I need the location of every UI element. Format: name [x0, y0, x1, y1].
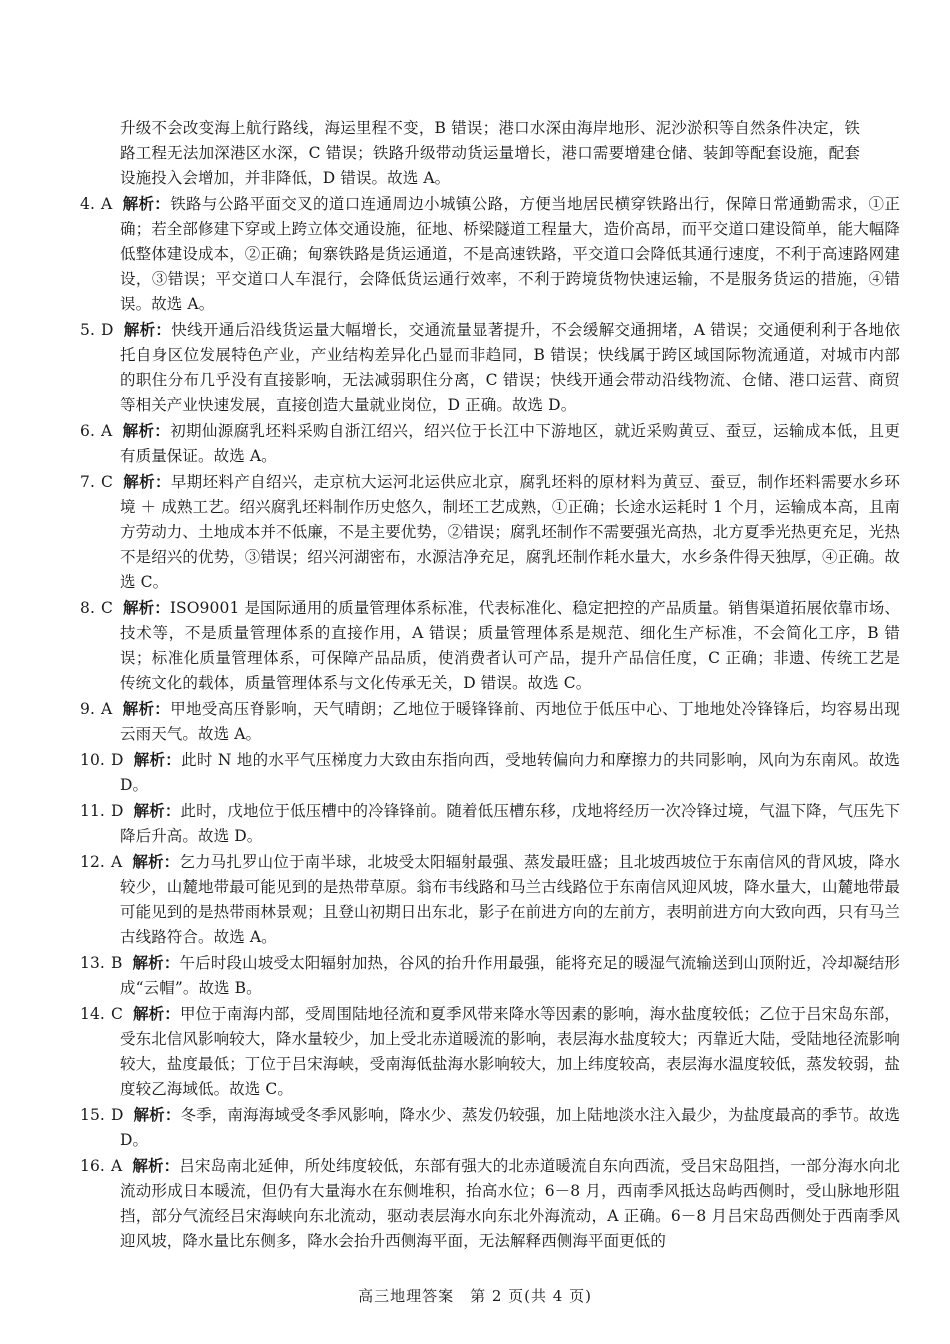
analysis-text: 乞力马扎罗山位于南半球，北坡受太阳辐射最强、蒸发最旺盛；且北坡西坡位于东南信风的背风坡，降水较少，山麓地带最可能见到的是热带草原。翁布韦线路和马兰古线路位于东南信风迎风坡，降水量大，山麓地带最可能见到的是热带雨林景观；且登山初期日出东北，影子在前进方向的左前方，表明前进方向大致向西，只有马兰古线路符合。故选 A。 — [120, 853, 901, 946]
analysis-text: 早期坯料产自绍兴，走京杭大运河北运供应北京，腐乳坯料的原材料为黄豆、蚕豆，制作坯料需要水乡环境 ＋ 成熟工艺。绍兴腐乳坯料制作历史悠久，制坯工艺成熟，①正确；长途水运耗时 1 个月，运输成本高，且南方劳动力、土地成本并不低廉，不是主要优势，②错误；腐乳坯制作不需要强光高热，北方夏季光热更充足，光热不是绍兴的优势，③错误；绍兴河湖密布，水源洁净充足，腐乳坯制作耗水量大，水乡条件得天独厚，④正确。故选 C。 — [120, 473, 901, 591]
answer-letter: D — [110, 802, 124, 820]
analysis-label: 解析： — [123, 320, 172, 339]
answer-item-13 — [80, 950, 900, 1001]
analysis-text: 午后时段山坡受太阳辐射加热，谷风的抬升作用最强，能将充足的暖湿气流输送到山顶附近，冷却凝结形成“云帽”。故选 B。 — [120, 954, 900, 997]
answer-item-5 — [80, 317, 900, 418]
analysis-label: 解析： — [122, 598, 170, 617]
analysis-label: 解析： — [122, 421, 171, 440]
answer-item-15 — [80, 1102, 900, 1153]
analysis-text: 此时 N 地的水平气压梯度力大致由东指向西，受地转偏向力和摩擦力的共同影响，风向为东南风。故选 D。 — [120, 751, 900, 794]
analysis-text: 快线开通后沿线货运量大幅增长，交通流量显著提升，不会缓解交通拥堵，A 错误；交通便利利于各地依托自身区位发展特色产业，产业结构差异化凸显而非趋同，B 错误；快线属于跨区域国际物流通道，对城市内部的职住分布几乎没有直接影响，无法减弱职住分离，C 错误；快线开通会带动沿线物流、仓储、港口运营、商贸等相关产业快速发展，直接创造大量就业岗位，D 正确。故选 D。 — [120, 321, 900, 414]
answer-letter: A — [101, 195, 113, 213]
item-number: 14. — [80, 1005, 105, 1023]
analysis-label: 解析： — [133, 801, 181, 820]
analysis-label: 解析： — [122, 194, 171, 213]
analysis-label: 解析： — [132, 852, 180, 871]
analysis-text: 此时，戊地位于低压槽中的冷锋锋前。随着低压槽东移，戊地将经历一次冷锋过境，气温下降，气压先下降后升高。故选 D。 — [120, 802, 900, 845]
item-number: 10. — [80, 751, 105, 769]
answer-letter: C — [110, 1005, 123, 1023]
item-number: 9. — [80, 700, 95, 718]
item-number: 7. — [80, 473, 95, 491]
answer-item-16 — [80, 1153, 900, 1254]
page-footer: 高三地理答案 第 2 页(共 4 页) — [358, 1287, 592, 1305]
answer-letter: D — [110, 751, 124, 769]
answer-letter: C — [101, 599, 113, 617]
answer-letter: B — [110, 954, 123, 972]
analysis-label: 解析： — [133, 750, 182, 769]
analysis-text: 甲地受高压脊影响，天气晴朗；乙地位于暖锋锋前、丙地位于低压中心、丁地地处冷锋锋后，均容易出现云雨天气。故选 A。 — [120, 700, 900, 743]
continuation-paragraph — [120, 116, 860, 191]
analysis-text: 吕宋岛南北延伸，所处纬度较低，东部有强大的北赤道暖流自东向西流，受吕宋岛阻挡，一部分海水向北流动形成日本暖流，但仍有大量海水在东侧堆积，抬高水位；6－8 月，西南季风抵达岛屿西侧时，受山脉地形阻挡，部分气流经吕宋海峡向东北流动，驱动表层海水向东北外海流动，A 正确。6－8 月吕宋岛西侧处于西南季风迎风坡，降水量比东侧多，降水会抬升西侧海平面，无法解释西侧海平面更低的 — [120, 1157, 900, 1250]
analysis-label: 解析： — [122, 699, 171, 718]
answer-item-11 — [80, 798, 900, 849]
item-number: 11. — [80, 802, 105, 820]
answer-letter: A — [101, 422, 113, 440]
answer-letter: D — [101, 321, 114, 339]
answer-item-14 — [80, 1001, 900, 1102]
answer-item-8 — [80, 595, 900, 696]
analysis-text: 冬季，南海海域受冬季风影响，降水少、蒸发仍较强，加上陆地淡水注入最少，为盐度最高的季节。故选 D。 — [120, 1106, 900, 1149]
answer-letter: D — [110, 1106, 124, 1124]
item-number: 8. — [80, 599, 95, 617]
analysis-text: 铁路与公路平面交叉的道口连通周边小城镇公路，方便当地居民横穿铁路出行，保障日常通勤需求，①正确；若全部修建下穿或上跨立体交通设施，征地、桥梁隧道工程量大，造价高昂，而平交道口建设简单，能大幅降低整体建设成本，②正确；甸寨铁路是货运通道，不是高速铁路，平交道口会降低其通行速度，不利于高速路网建设，③错误；平交道口人车混行，会降低货运通行效率，不利于跨境货物快速运输，不是服务货运的措施，④错误。故选 A。 — [120, 195, 901, 313]
item-number: 6. — [80, 422, 95, 440]
item-number: 15. — [80, 1106, 105, 1124]
answer-letter: A — [110, 853, 123, 871]
answer-letter: A — [101, 700, 113, 718]
item-number: 12. — [80, 853, 105, 871]
answer-item-6 — [80, 418, 900, 469]
answer-item-4 — [80, 191, 900, 317]
item-number: 13. — [80, 954, 105, 972]
analysis-text: 甲位于南海内部，受周围陆地径流和夏季风带来降水等因素的影响，海水盐度较低；乙位于吕宋岛东部，受东北信风影响较大，降水量较少，加上受北赤道暖流的影响，表层海水盐度较大；丙靠近大陆，受陆地径流影响较大，盐度最低；丁位于吕宋海峡，受南海低盐海水影响较大，加上纬度较高，表层海水温度较低，蒸发较弱，盐度较乙海域低。故选 C。 — [120, 1005, 901, 1098]
analysis-text: ISO9001 是国际通用的质量管理体系标准，代表标准化、稳定把控的产品质量。销售渠道拓展依靠市场、技术等，不是质量管理体系的直接作用，A 错误；质量管理体系是规范、细化生产标准，不会简化工序，B 错误；标准化质量管理体系，可保障产品品质，使消费者认可产品，提升产品信任度，C 正确；非遗、传统工艺是传统文化的载体，质量管理体系与文化传承无关，D 错误。故选 C。 — [120, 599, 900, 692]
answer-item-9 — [80, 696, 900, 747]
analysis-label: 解析： — [132, 1156, 180, 1175]
answer-item-7 — [80, 469, 900, 595]
analysis-label: 解析： — [132, 1004, 180, 1023]
analysis-label: 解析： — [122, 472, 171, 491]
answer-item-10 — [80, 747, 900, 798]
analysis-label: 解析： — [133, 1105, 181, 1124]
answer-letter: C — [101, 473, 113, 491]
item-number: 16. — [80, 1157, 105, 1175]
item-number: 4. — [80, 195, 95, 213]
analysis-label: 解析： — [132, 953, 180, 972]
answer-item-12 — [80, 849, 900, 950]
continuation-text: 升级不会改变海上航行路线，海运里程不变，B 错误；港口水深由海岸地形、泥沙淤积等自然条件决定，铁路工程无法加深港区水深，C 错误；铁路升级带动货运量增长，港口需要增建仓储、装卸等配套设施，配套设施投入会增加，并非降低，D 错误。故选 A。 — [120, 119, 860, 187]
analysis-text: 初期仙源腐乳坯料采购自浙江绍兴，绍兴位于长江中下游地区，就近采购黄豆、蚕豆，运输成本低，且更有质量保证。故选 A。 — [120, 422, 900, 465]
answer-letter: A — [110, 1157, 123, 1175]
item-number: 5. — [80, 321, 95, 339]
